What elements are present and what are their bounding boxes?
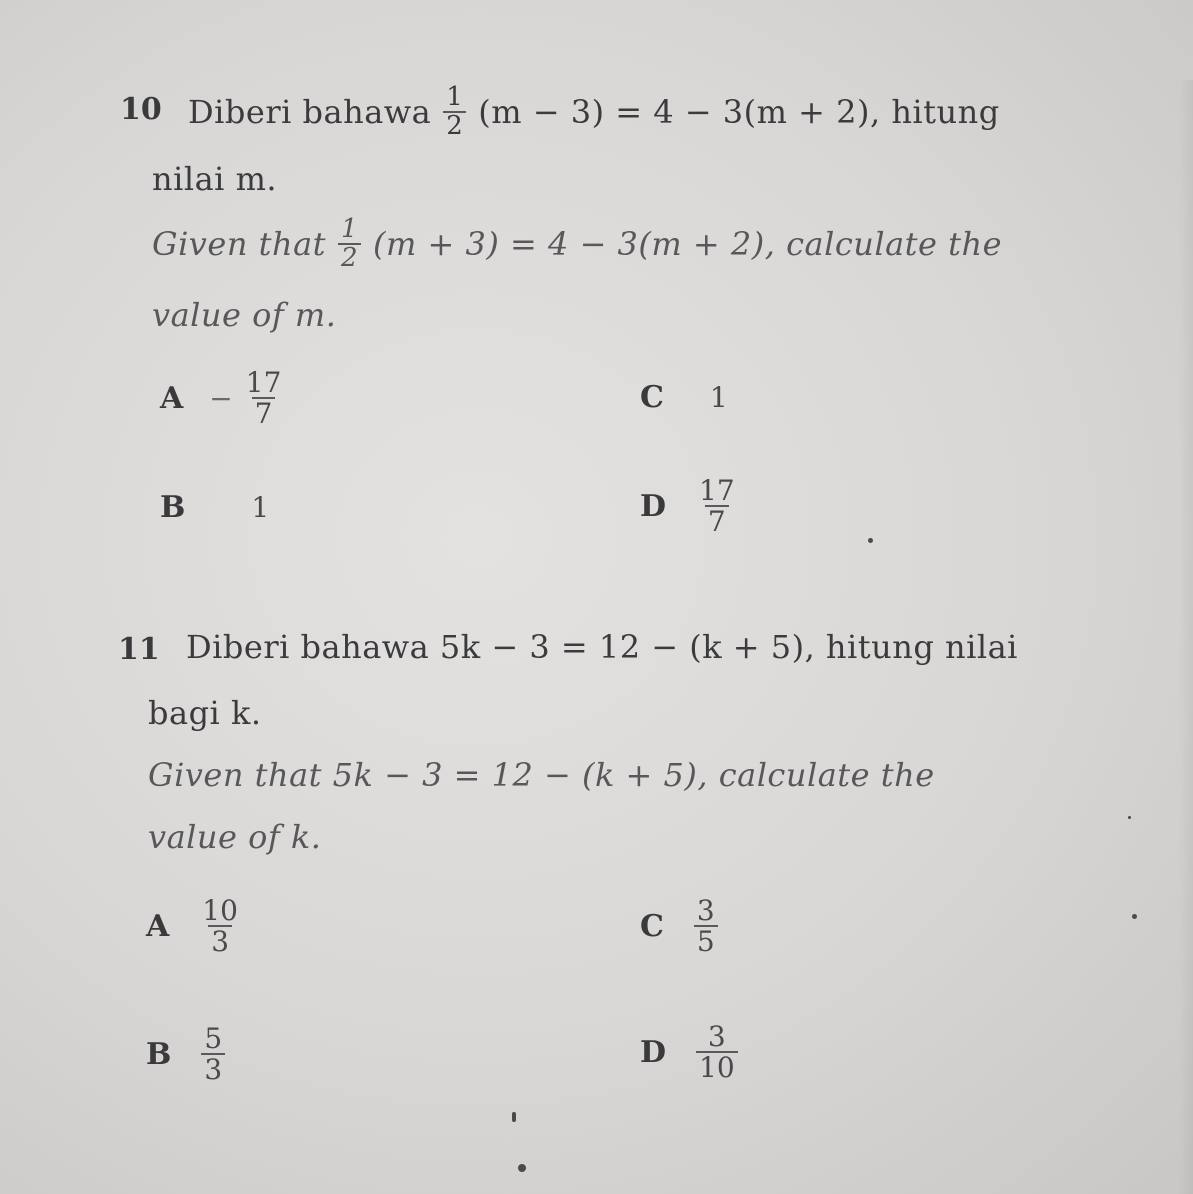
fraction-numerator: 3 (696, 894, 715, 927)
option-b[interactable] (160, 490, 269, 525)
pencil-speck (518, 1164, 526, 1172)
option-letter: C (640, 380, 664, 415)
option-letter: B (146, 1036, 172, 1072)
fraction-denominator: 5 (694, 925, 718, 956)
option-value: 1 (251, 491, 270, 524)
option-value (197, 1024, 229, 1085)
option-fraction (694, 896, 718, 957)
pencil-speck (1132, 914, 1137, 919)
option-letter: A (160, 380, 184, 416)
fraction-numerator: 17 (699, 474, 735, 507)
question-10-english-line-2 (152, 296, 336, 334)
question-number: 10 (120, 92, 162, 127)
fraction-denominator: 3 (201, 1053, 225, 1084)
coefficient-fraction (338, 216, 361, 273)
option-fraction (696, 1022, 738, 1083)
question-11-english-line-1 (148, 756, 935, 794)
question-11-malay-line-1 (186, 628, 1018, 666)
option-d[interactable] (640, 1022, 742, 1083)
option-value: 1 (709, 381, 728, 414)
fraction-denominator: 2 (443, 111, 466, 140)
option-value (692, 1022, 742, 1083)
option-value (690, 896, 722, 957)
option-c[interactable] (640, 896, 722, 957)
fraction-denominator: 2 (338, 243, 361, 272)
english-equation: (m + 3) = 4 − 3(m + 2), calculate the (373, 225, 1003, 264)
page-edge-shadow (1179, 80, 1193, 1194)
negative-sign: − (209, 381, 233, 415)
fraction-denominator: 3 (208, 925, 232, 956)
option-fraction (199, 896, 241, 957)
option-fraction (696, 476, 738, 537)
option-d[interactable] (640, 476, 742, 537)
option-letter: B (160, 490, 186, 525)
question-10-malay-line-2 (152, 160, 277, 198)
question-11-malay-line-2 (148, 694, 262, 732)
option-letter: C (640, 908, 664, 944)
pencil-speck (1128, 816, 1131, 819)
english-text: Given that 5k − 3 = 12 − (k + 5), calculate the (148, 756, 935, 794)
option-fraction (243, 368, 285, 429)
english-prefix: Given that (152, 225, 326, 264)
malay-equation: (m − 3) = 4 − 3(m + 2), hitung (478, 93, 1000, 132)
malay-line-2: nilai m. (152, 160, 278, 198)
malay-line-2: bagi k. (148, 694, 262, 732)
coefficient-fraction (443, 84, 466, 141)
option-fraction (201, 1024, 225, 1085)
option-c[interactable] (640, 380, 728, 415)
fraction-numerator: 1 (341, 214, 359, 244)
fraction-denominator: 7 (705, 505, 729, 536)
fraction-numerator: 17 (245, 366, 282, 399)
option-letter: D (640, 488, 667, 524)
fraction-denominator: 7 (252, 397, 276, 428)
fraction-denominator: 10 (696, 1051, 738, 1082)
fraction-numerator: 5 (204, 1022, 223, 1055)
option-a[interactable] (146, 896, 245, 957)
fraction-numerator: 3 (707, 1020, 726, 1053)
option-letter: A (146, 908, 170, 944)
malay-prefix: Diberi bahawa (188, 93, 432, 132)
option-value (195, 896, 245, 957)
option-b[interactable] (146, 1024, 229, 1085)
question-number: 11 (118, 632, 160, 667)
question-10-english-line-1 (152, 216, 1002, 273)
option-a[interactable] (160, 368, 288, 429)
malay-text: Diberi bahawa 5k − 3 = 12 − (k + 5), hitung nilai (186, 628, 1018, 666)
option-value (209, 368, 288, 429)
question-10-malay-line-1 (188, 84, 1000, 141)
pencil-speck (868, 538, 873, 543)
fraction-numerator: 1 (446, 82, 464, 112)
option-value (692, 476, 742, 537)
english-line-2: value of k. (148, 818, 322, 856)
english-line-2: value of m. (152, 296, 337, 334)
fraction-numerator: 10 (202, 894, 238, 927)
option-letter: D (640, 1034, 667, 1070)
question-11-english-line-2 (148, 818, 321, 856)
pencil-speck (512, 1112, 516, 1122)
